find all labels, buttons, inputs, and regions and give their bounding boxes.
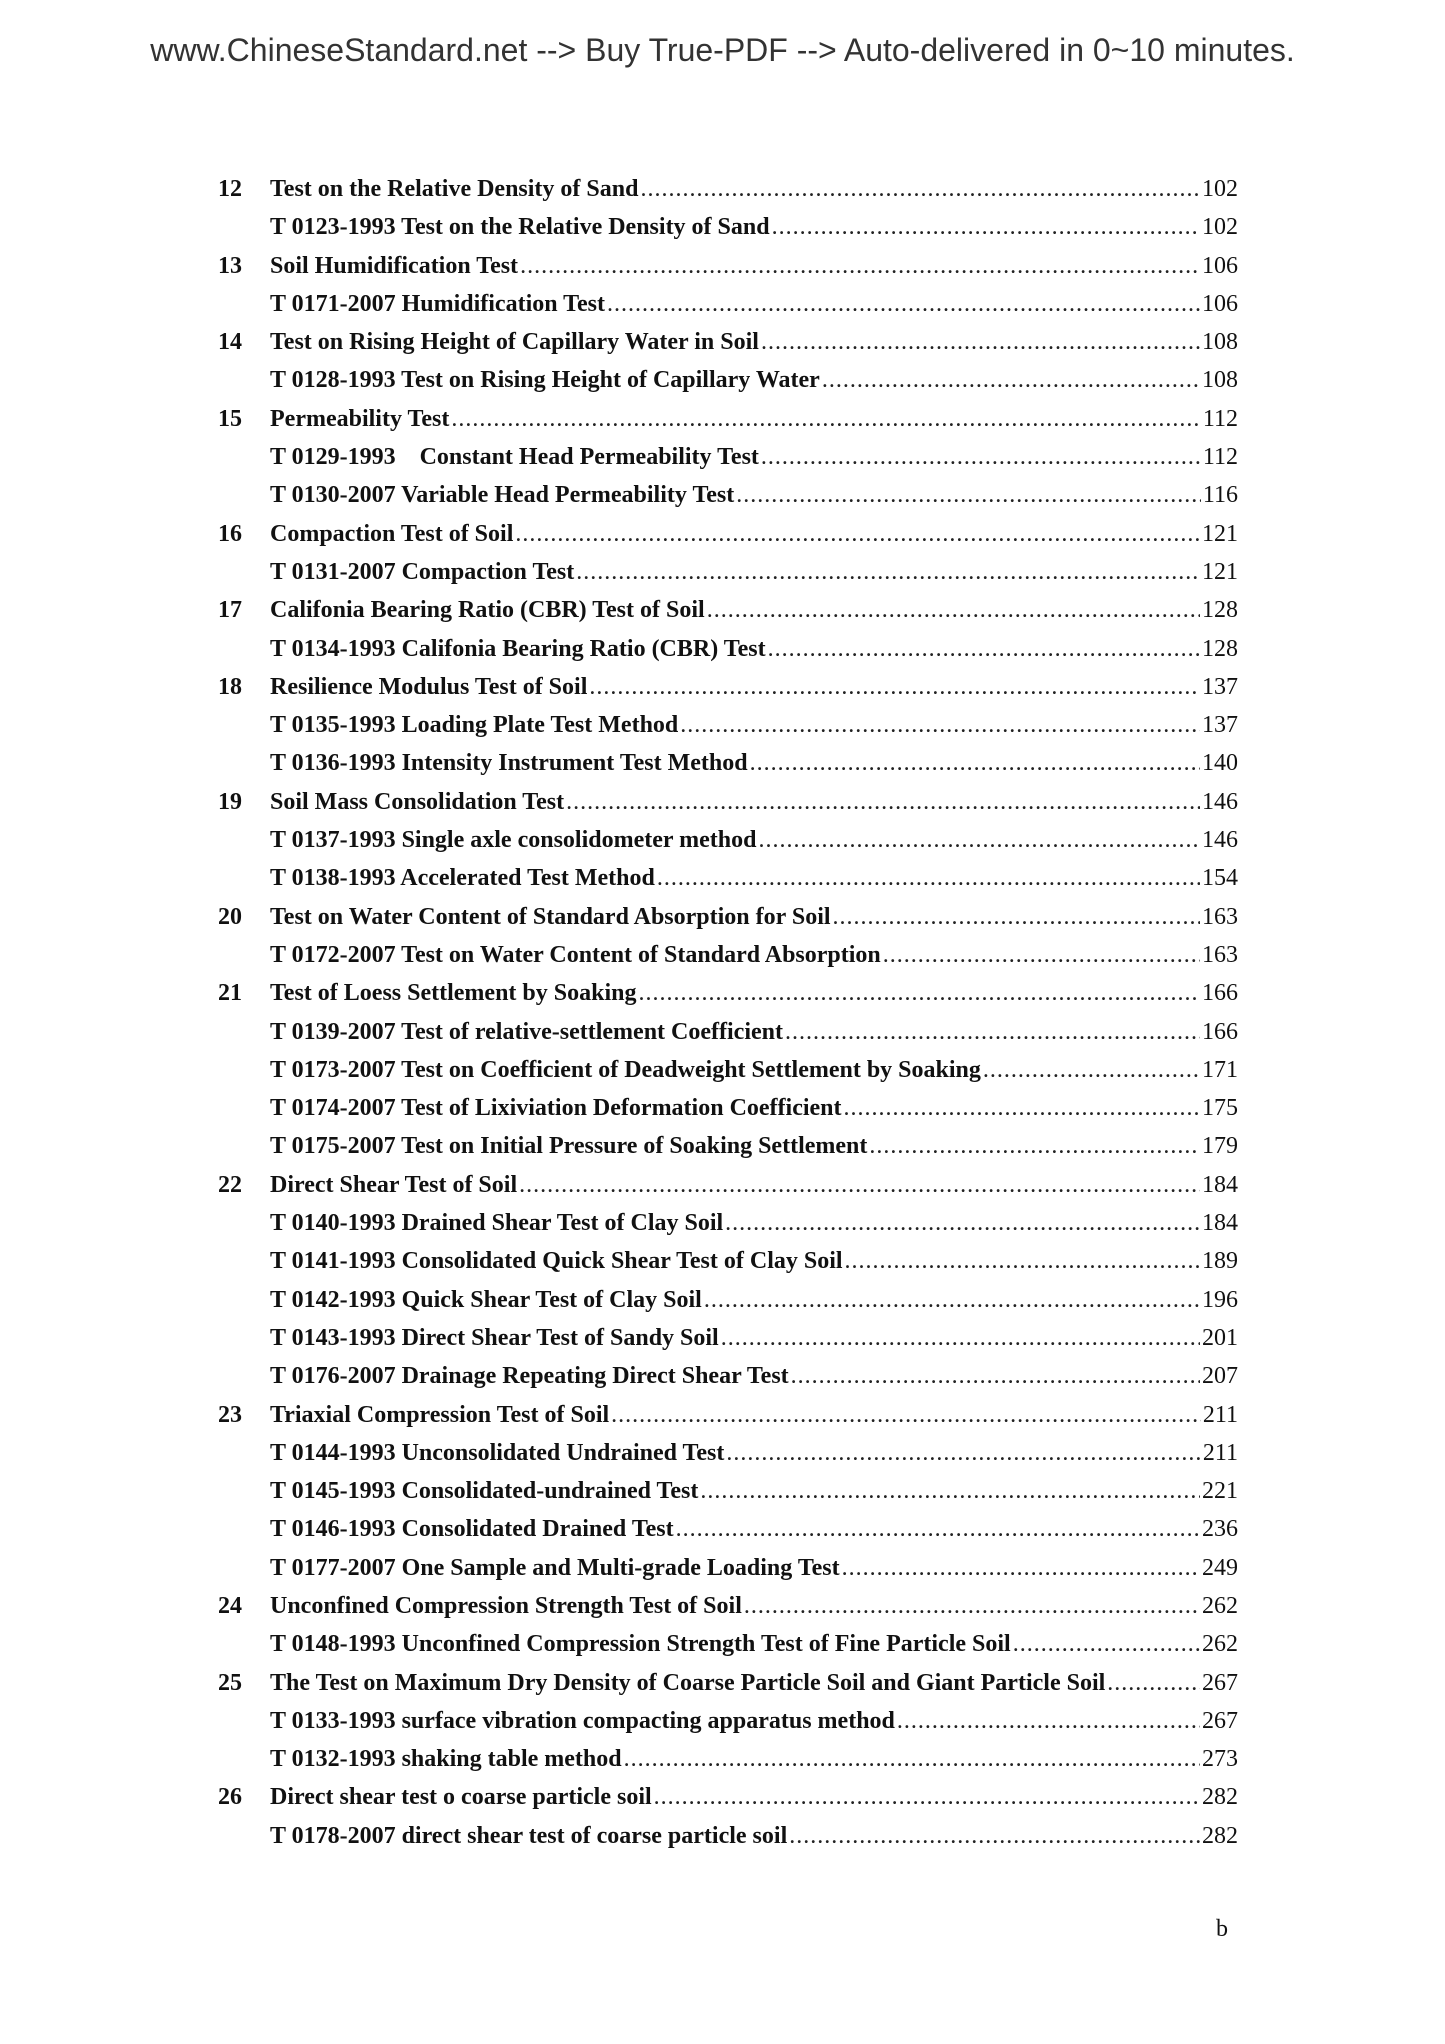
toc-section-row xyxy=(218,980,1238,1018)
toc-page-number: 267 xyxy=(1202,1707,1238,1734)
toc-page-number: 163 xyxy=(1202,903,1238,930)
toc-entry-title: T 0135-1993 Loading Plate Test Method xyxy=(270,712,679,739)
toc-dot-leader xyxy=(842,1555,1200,1582)
toc-dot-leader xyxy=(1107,1670,1200,1697)
toc-dot-leader xyxy=(520,253,1200,280)
toc-section-row xyxy=(218,1670,1238,1708)
toc-subsection-row xyxy=(218,1516,1238,1554)
toc-entry-title: The Test on Maximum Dry Density of Coarse Particle Soil and Giant Particle Soil xyxy=(270,1669,1106,1696)
toc-dot-leader xyxy=(566,789,1200,816)
toc-dot-leader xyxy=(611,1402,1201,1429)
toc-subsection-row xyxy=(218,1823,1238,1861)
toc-dot-leader xyxy=(607,291,1200,318)
toc-subsection-row xyxy=(218,1325,1238,1363)
toc-dot-leader xyxy=(654,1784,1200,1811)
toc-dot-leader xyxy=(822,367,1200,394)
toc-subsection-row xyxy=(218,827,1238,865)
toc-dot-leader xyxy=(589,674,1200,701)
toc-section-number: 21 xyxy=(218,980,242,1007)
toc-entry-title: T 0136-1993 Intensity Instrument Test Method xyxy=(270,750,748,777)
toc-page-number: 146 xyxy=(1202,827,1238,854)
toc-entry-title: T 0145-1993 Consolidated-undrained Test xyxy=(270,1478,699,1505)
toc-page-number: 207 xyxy=(1202,1363,1238,1390)
toc-dot-leader xyxy=(576,559,1200,586)
toc-page-number: 184 xyxy=(1202,1210,1238,1237)
toc-page-number: 282 xyxy=(1202,1822,1238,1849)
toc-subsection-row xyxy=(218,367,1238,405)
toc-page-number: 102 xyxy=(1202,176,1238,202)
toc-subsection-row xyxy=(218,214,1238,252)
toc-page-number: 179 xyxy=(1202,1133,1238,1160)
toc-dot-leader xyxy=(869,1133,1200,1160)
toc-entry-title: T 0171-2007 Humidification Test xyxy=(270,290,605,317)
toc-section-row xyxy=(218,1784,1238,1822)
toc-dot-leader xyxy=(883,942,1200,969)
toc-page-number: 282 xyxy=(1202,1784,1238,1811)
toc-dot-leader xyxy=(844,1095,1200,1122)
toc-entry-title: Triaxial Compression Test of Soil xyxy=(270,1401,610,1428)
toc-page-number: 201 xyxy=(1202,1324,1238,1351)
toc-page-number: 108 xyxy=(1202,367,1238,394)
toc-page-number: 189 xyxy=(1202,1248,1238,1275)
toc-entry-title: T 0177-2007 One Sample and Multi-grade Loading Test xyxy=(270,1554,840,1581)
toc-page-number: 184 xyxy=(1202,1171,1238,1198)
toc-entry-title: T 0134-1993 Califonia Bearing Ratio (CBR) Test xyxy=(270,635,766,662)
toc-section-row xyxy=(218,1593,1238,1631)
toc-page-number: 262 xyxy=(1202,1631,1238,1658)
toc-section-number: 17 xyxy=(218,597,242,624)
toc-entry-title: Soil Humidification Test xyxy=(270,252,519,279)
toc-entry-title: T 0175-2007 Test on Initial Pressure of Soaking Settlement xyxy=(270,1133,868,1160)
source-banner: www.ChineseStandard.net --> Buy True-PDF --> Auto-delivered in 0~10 minutes. xyxy=(150,32,1295,68)
toc-entry-title: Direct shear test o coarse particle soil xyxy=(270,1784,652,1811)
toc-subsection-row xyxy=(218,1363,1238,1401)
toc-subsection-row xyxy=(218,1708,1238,1746)
toc-page-number: 175 xyxy=(1202,1095,1238,1122)
toc-section-row xyxy=(218,176,1238,214)
toc-page-number: 106 xyxy=(1202,252,1238,279)
toc-entry-title: T 0143-1993 Direct Shear Test of Sandy Soil xyxy=(270,1324,719,1351)
toc-section-row xyxy=(218,1172,1238,1210)
toc-entry-title: T 0178-2007 direct shear test of coarse particle soil xyxy=(270,1822,788,1849)
toc-entry-title: T 0133-1993 surface vibration compacting apparatus method xyxy=(270,1707,895,1734)
toc-page-number: 211 xyxy=(1202,1439,1238,1466)
toc-subsection-row xyxy=(218,1210,1238,1248)
toc-dot-leader xyxy=(725,1210,1200,1237)
toc-entry-title: T 0141-1993 Consolidated Quick Shear Test of Clay Soil xyxy=(270,1248,843,1275)
toc-entry-title: T 0140-1993 Drained Shear Test of Clay Soil xyxy=(270,1210,724,1237)
toc-section-number: 14 xyxy=(218,329,242,356)
toc-entry-title: T 0132-1993 shaking table method xyxy=(270,1746,622,1773)
toc-entry-title: T 0142-1993 Quick Shear Test of Clay Soil xyxy=(270,1286,702,1313)
toc-dot-leader xyxy=(736,482,1201,509)
toc-section-row xyxy=(218,406,1238,444)
toc-dot-leader xyxy=(785,1019,1200,1046)
toc-dot-leader xyxy=(680,712,1200,739)
toc-section-row xyxy=(218,1402,1238,1440)
toc-page-number: 128 xyxy=(1202,635,1238,662)
toc-subsection-row xyxy=(218,1746,1238,1784)
toc-section-number: 18 xyxy=(218,673,242,700)
toc-page-number: 267 xyxy=(1202,1669,1238,1696)
toc-dot-leader xyxy=(897,1708,1200,1735)
toc-page-number: 236 xyxy=(1202,1516,1238,1543)
toc-dot-leader xyxy=(638,980,1200,1007)
toc-entry-title: T 0173-2007 Test on Coefficient of Deadweight Settlement by Soaking xyxy=(270,1056,981,1083)
toc-dot-leader xyxy=(707,597,1200,624)
toc-page-number: 137 xyxy=(1202,712,1238,739)
toc-entry-title: Test of Loess Settlement by Soaking xyxy=(270,980,637,1007)
toc-entry-title: T 0130-2007 Variable Head Permeability Test xyxy=(270,482,735,509)
toc-section-number: 25 xyxy=(218,1669,242,1696)
toc-section-number: 23 xyxy=(218,1401,242,1428)
toc-page-number: 102 xyxy=(1202,214,1238,241)
toc-entry-title: Compaction Test of Soil xyxy=(270,520,514,547)
toc-subsection-row xyxy=(218,750,1238,788)
toc-entry-title: Resilience Modulus Test of Soil xyxy=(270,673,588,700)
toc-subsection-row xyxy=(218,1019,1238,1057)
toc-entry-title: T 0176-2007 Drainage Repeating Direct Shear Test xyxy=(270,1363,789,1390)
toc-page-number: 121 xyxy=(1202,558,1238,585)
toc-entry-title: T 0131-2007 Compaction Test xyxy=(270,558,575,585)
toc-subsection-row xyxy=(218,1095,1238,1133)
toc-entry-title: T 0146-1993 Consolidated Drained Test xyxy=(270,1516,674,1543)
toc-subsection-row xyxy=(218,1287,1238,1325)
toc-subsection-row xyxy=(218,444,1238,482)
toc-section-number: 22 xyxy=(218,1171,242,1198)
toc-dot-leader xyxy=(772,214,1200,241)
toc-page-number: 112 xyxy=(1202,444,1238,471)
toc-dot-leader xyxy=(833,904,1200,931)
toc-dot-leader xyxy=(768,636,1200,663)
toc-entry-title: T 0144-1993 Unconsolidated Undrained Test xyxy=(270,1439,725,1466)
toc-subsection-row xyxy=(218,1133,1238,1171)
toc-section-number: 24 xyxy=(218,1592,242,1619)
toc-entry-title: Test on the Relative Density of Sand xyxy=(270,176,639,202)
toc-section-row xyxy=(218,789,1238,827)
toc-entry-title: T 0128-1993 Test on Rising Height of Capillary Water xyxy=(270,367,820,394)
toc-section-row xyxy=(218,904,1238,942)
toc-section-row xyxy=(218,674,1238,712)
toc-entry-title: Unconfined Compression Strength Test of Soil xyxy=(270,1592,742,1619)
toc-page-number: 163 xyxy=(1202,941,1238,968)
toc-section-number: 20 xyxy=(218,903,242,930)
toc-section-number: 16 xyxy=(218,520,242,547)
toc-dot-leader xyxy=(624,1746,1200,1773)
toc-page-number: 128 xyxy=(1202,597,1238,624)
toc-subsection-row xyxy=(218,865,1238,903)
toc-subsection-row xyxy=(218,636,1238,674)
toc-subsection-row xyxy=(218,1440,1238,1478)
toc-page-number: 221 xyxy=(1202,1478,1238,1505)
toc-page-number: 146 xyxy=(1202,788,1238,815)
toc-subsection-row xyxy=(218,559,1238,597)
toc-page-number: 196 xyxy=(1202,1286,1238,1313)
toc-page-number: 154 xyxy=(1202,865,1238,892)
toc-dot-leader xyxy=(726,1440,1201,1467)
toc-dot-leader xyxy=(451,406,1201,433)
toc-entry-title: T 0172-2007 Test on Water Content of Standard Absorption xyxy=(270,941,881,968)
page-number: b xyxy=(1216,1916,1228,1942)
toc-page-number: 211 xyxy=(1202,1401,1238,1428)
toc-subsection-row xyxy=(218,291,1238,329)
toc-dot-leader xyxy=(789,1823,1200,1850)
toc-page-number: 112 xyxy=(1202,405,1238,432)
toc-entry-title: T 0139-2007 Test of relative-settlement Coefficient xyxy=(270,1018,783,1045)
toc-page-number: 171 xyxy=(1202,1056,1238,1083)
toc-page-number: 249 xyxy=(1202,1554,1238,1581)
toc-entry-title: Permeability Test xyxy=(270,405,450,432)
toc-dot-leader xyxy=(744,1593,1200,1620)
table-of-contents xyxy=(218,176,1238,1861)
toc-dot-leader xyxy=(845,1248,1200,1275)
toc-dot-leader xyxy=(758,827,1200,854)
toc-dot-leader xyxy=(761,329,1200,356)
toc-page-number: 116 xyxy=(1202,482,1238,509)
toc-entry-title: Soil Mass Consolidation Test xyxy=(270,788,565,815)
toc-page-number: 140 xyxy=(1202,750,1238,777)
toc-subsection-row xyxy=(218,1478,1238,1516)
toc-entry-title: T 0174-2007 Test of Lixiviation Deformation Coefficient xyxy=(270,1095,842,1122)
toc-entry-title: Test on Rising Height of Capillary Water in Soil xyxy=(270,329,759,356)
toc-entry-title: T 0123-1993 Test on the Relative Density of Sand xyxy=(270,214,770,241)
toc-subsection-row xyxy=(218,1057,1238,1095)
toc-dot-leader xyxy=(519,1172,1200,1199)
toc-subsection-row xyxy=(218,1248,1238,1286)
toc-page-number: 108 xyxy=(1202,329,1238,356)
toc-dot-leader xyxy=(983,1057,1200,1084)
toc-dot-leader xyxy=(515,521,1200,548)
toc-page-number: 166 xyxy=(1202,1018,1238,1045)
toc-section-number: 19 xyxy=(218,788,242,815)
toc-entry-title: T 0148-1993 Unconfined Compression Strength Test of Fine Particle Soil xyxy=(270,1631,1011,1658)
toc-entry-title: Direct Shear Test of Soil xyxy=(270,1171,518,1198)
toc-subsection-row xyxy=(218,1555,1238,1593)
toc-subsection-row xyxy=(218,1631,1238,1669)
toc-dot-leader xyxy=(704,1287,1200,1314)
toc-dot-leader xyxy=(640,176,1200,203)
toc-dot-leader xyxy=(761,444,1201,471)
toc-page-number: 166 xyxy=(1202,980,1238,1007)
toc-section-row xyxy=(218,597,1238,635)
toc-entry-title: Califonia Bearing Ratio (CBR) Test of Soil xyxy=(270,597,705,624)
toc-dot-leader xyxy=(676,1516,1200,1543)
toc-section-number: 26 xyxy=(218,1784,242,1811)
toc-subsection-row xyxy=(218,482,1238,520)
toc-page-number: 273 xyxy=(1202,1746,1238,1773)
toc-entry-title: T 0138-1993 Accelerated Test Method xyxy=(270,865,655,892)
toc-page-number: 137 xyxy=(1202,673,1238,700)
toc-dot-leader xyxy=(1013,1631,1200,1658)
toc-entry-title: T 0129-1993 Constant Head Permeability Test xyxy=(270,444,759,471)
toc-dot-leader xyxy=(721,1325,1200,1352)
toc-page-number: 121 xyxy=(1202,520,1238,547)
toc-entry-title: T 0137-1993 Single axle consolidometer method xyxy=(270,827,757,854)
toc-page-number: 262 xyxy=(1202,1592,1238,1619)
toc-entry-title: Test on Water Content of Standard Absorption for Soil xyxy=(270,903,831,930)
toc-dot-leader xyxy=(657,865,1200,892)
toc-dot-leader xyxy=(750,750,1200,777)
toc-subsection-row xyxy=(218,942,1238,980)
toc-section-row xyxy=(218,253,1238,291)
toc-section-number: 12 xyxy=(218,176,242,202)
toc-page-number: 106 xyxy=(1202,290,1238,317)
toc-subsection-row xyxy=(218,712,1238,750)
toc-dot-leader xyxy=(700,1478,1200,1505)
toc-section-row xyxy=(218,329,1238,367)
toc-dot-leader xyxy=(791,1363,1200,1390)
toc-section-number: 15 xyxy=(218,405,242,432)
toc-section-number: 13 xyxy=(218,252,242,279)
toc-section-row xyxy=(218,521,1238,559)
